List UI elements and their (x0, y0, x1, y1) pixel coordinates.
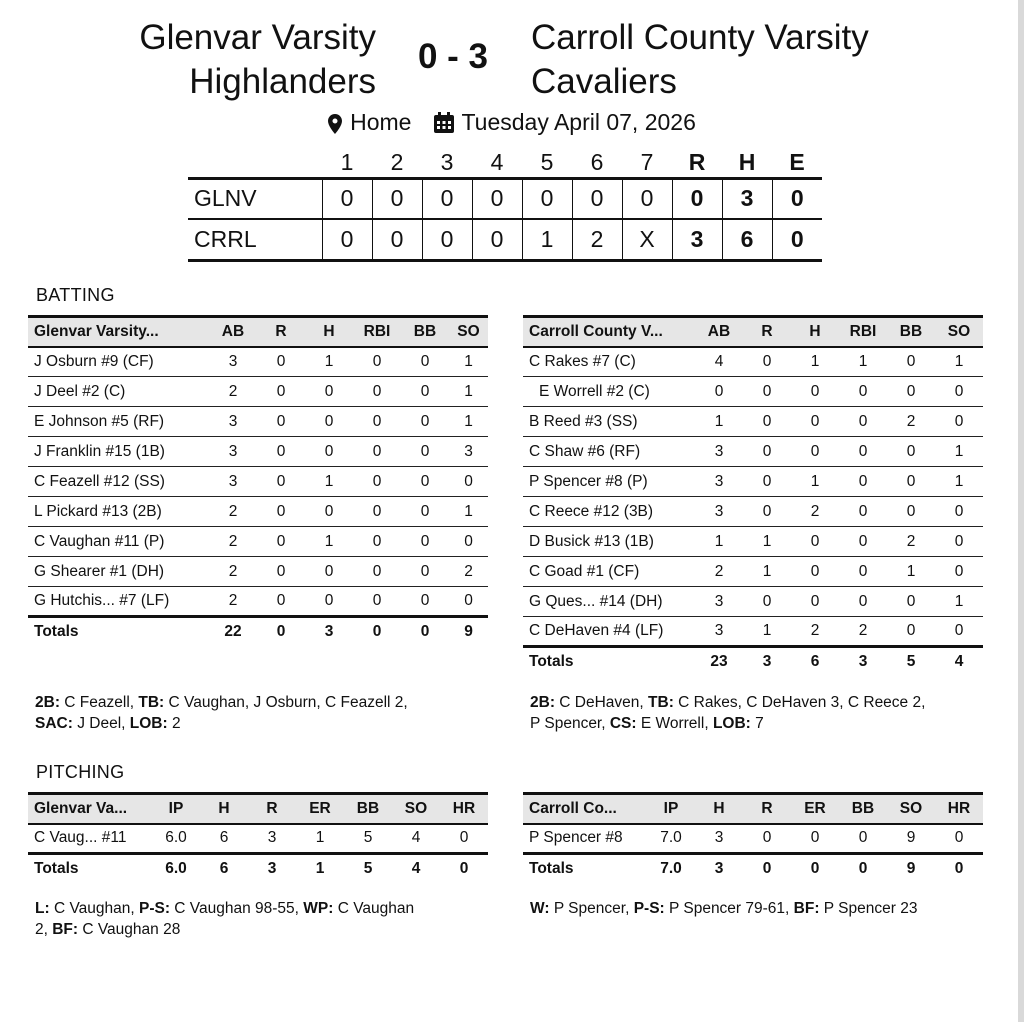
away-team-name (100, 16, 376, 104)
stat-cell: 2 (887, 527, 935, 557)
stat-cell: 0 (839, 497, 887, 527)
stat-cell: 0 (839, 467, 887, 497)
away-batting-table (28, 315, 488, 647)
stat-cell: 0 (305, 557, 353, 587)
stat-cell: 0 (887, 347, 935, 377)
pitching-header-row (28, 794, 488, 824)
stat-cell: 0 (353, 557, 401, 587)
stat-cell: 0 (791, 527, 839, 557)
stat-cell: 2 (209, 377, 257, 407)
totals-row (523, 854, 983, 884)
pitching-header-ip: IP (647, 794, 695, 824)
stat-cell: 0 (353, 587, 401, 617)
pitching-header-h: H (695, 794, 743, 824)
inning-header: 4 (490, 148, 504, 175)
stat-cell: 0 (695, 377, 743, 407)
stat-cell: 1 (315, 860, 325, 878)
table-row (28, 437, 488, 467)
stat-cell: 0 (887, 587, 935, 617)
line-score-team: CRRL (188, 219, 322, 260)
batting-header-team: Glenvar Varsity... (28, 317, 209, 347)
stat-cell: 0 (791, 377, 839, 407)
line-score-header (188, 148, 822, 178)
player-name: C Vaughan #11 (P) (28, 527, 209, 557)
home-team-name-line1: Carroll County Varsity (531, 18, 869, 57)
stat-cell: 0 (353, 527, 401, 557)
stat-cell: 2 (887, 407, 935, 437)
inning-cell: 0 (372, 219, 422, 260)
pitching-header-r: R (248, 794, 296, 824)
stat-cell: 3 (858, 653, 868, 671)
line-score-table (188, 148, 822, 262)
stat-cell: 1 (935, 347, 983, 377)
stat-cell: 2 (839, 617, 887, 647)
player-name: G Ques... #14 (DH) (523, 587, 695, 617)
table-row (523, 824, 983, 854)
pitching-header-er: ER (296, 794, 344, 824)
table-row (523, 437, 983, 467)
stat-cell: 0 (257, 437, 305, 467)
pitching-header-bb: BB (344, 794, 392, 824)
game-location: Home (350, 109, 412, 136)
pitching-section-title: PITCHING (36, 762, 125, 782)
inning-cell: 0 (372, 178, 422, 219)
stat-cell: 3 (267, 860, 277, 878)
stat-cell: 0 (401, 557, 449, 587)
table-row (28, 557, 488, 587)
stat-cell: 3 (209, 437, 257, 467)
table-row (523, 467, 983, 497)
stat-cell: 1 (935, 587, 983, 617)
stat-cell: 0 (839, 527, 887, 557)
table-row (523, 587, 983, 617)
stat-cell: 0 (401, 587, 449, 617)
pitching-header-er: ER (791, 794, 839, 824)
stat-cell: 5 (906, 653, 916, 671)
location-pin-icon (328, 113, 342, 133)
table-row (523, 497, 983, 527)
away-team-name-line1: Glenvar Varsity (139, 18, 376, 57)
hits-header: H (738, 148, 756, 175)
away-pitching-notes: L: C Vaughan, P-S: C Vaughan 98-55, WP: C Vaughan 2, BF: C Vaughan 28 (35, 900, 415, 938)
stat-cell: 0 (791, 824, 839, 854)
stat-cell: 0 (791, 407, 839, 437)
stat-cell: 0 (372, 623, 382, 641)
stat-cell: 0 (420, 623, 430, 641)
batting-section-title: BATTING (36, 285, 115, 305)
inning-header: 6 (590, 148, 604, 175)
totals-label: Totals (529, 653, 574, 671)
stat-cell: 0 (353, 407, 401, 437)
player-name: C Feazell #12 (SS) (28, 467, 209, 497)
stat-cell: 6 (219, 860, 229, 878)
stat-cell: 1 (743, 557, 791, 587)
stat-cell: 4 (954, 653, 964, 671)
stat-cell: 3 (714, 860, 724, 878)
stat-cell: 0 (791, 587, 839, 617)
stat-cell: 0 (449, 527, 488, 557)
batting-header-ab: AB (209, 317, 257, 347)
batting-header-ab: AB (695, 317, 743, 347)
stat-cell: 0 (449, 467, 488, 497)
line-score-row-away (188, 178, 822, 219)
stat-cell: 0 (791, 557, 839, 587)
stat-cell: 1 (935, 467, 983, 497)
inning-cell: 2 (572, 219, 622, 260)
stat-cell: 0 (401, 377, 449, 407)
home-pitching-table (523, 792, 983, 884)
stat-cell: 0 (887, 617, 935, 647)
inning-header: 3 (440, 148, 454, 175)
stat-cell: 3 (695, 497, 743, 527)
stat-cell: 0 (743, 437, 791, 467)
stat-cell: 0 (440, 824, 488, 854)
stat-cell: 4 (695, 347, 743, 377)
totals-label: Totals (34, 623, 79, 641)
stat-cell: 0 (449, 587, 488, 617)
stat-cell: 2 (791, 617, 839, 647)
stat-cell: 0 (935, 527, 983, 557)
inning-cell: 0 (622, 178, 672, 219)
stat-cell: 0 (743, 377, 791, 407)
stat-cell: 0 (305, 497, 353, 527)
table-row (28, 347, 488, 377)
stat-cell: 3 (695, 467, 743, 497)
inning-header: 1 (340, 148, 354, 175)
stat-cell: 1 (935, 437, 983, 467)
table-row (28, 407, 488, 437)
stat-cell: 0 (935, 497, 983, 527)
player-name: J Deel #2 (C) (28, 377, 209, 407)
stat-cell: 0 (459, 860, 469, 878)
stat-cell: 0 (401, 407, 449, 437)
stat-cell: 2 (209, 527, 257, 557)
totals-row (28, 854, 488, 884)
batting-header-h: H (791, 317, 839, 347)
errors-cell: 0 (772, 178, 822, 219)
stat-cell: 5 (363, 860, 373, 878)
stat-cell: 0 (257, 497, 305, 527)
batting-header-row (28, 317, 488, 347)
stat-cell: 0 (401, 527, 449, 557)
inning-cell: 0 (522, 178, 572, 219)
stat-cell: 0 (839, 824, 887, 854)
pitching-header-so: SO (392, 794, 440, 824)
inning-cell: 0 (322, 219, 372, 260)
stat-cell: 2 (209, 587, 257, 617)
totals-row (523, 647, 983, 677)
inning-cell: 0 (422, 219, 472, 260)
player-name: C Rakes #7 (C) (523, 347, 695, 377)
player-name: J Franklin #15 (1B) (28, 437, 209, 467)
stat-cell: 1 (305, 467, 353, 497)
home-team-name-line2: Cavaliers (531, 62, 677, 101)
stat-cell: 3 (449, 437, 488, 467)
stat-cell: 0 (810, 860, 820, 878)
inning-header: 5 (540, 148, 554, 175)
stat-cell: 3 (209, 467, 257, 497)
final-score: 0 - 3 (417, 37, 489, 76)
errors-cell: 0 (772, 219, 822, 260)
home-batting-table (523, 315, 983, 677)
inning-cell: 0 (322, 178, 372, 219)
pitching-header-ip: IP (152, 794, 200, 824)
batting-header-r: R (257, 317, 305, 347)
batting-header-rbi: RBI (353, 317, 401, 347)
away-batting-notes: 2B: C Feazell, TB: C Vaughan, J Osburn, C Feazell 2, SAC: J Deel, LOB: 2 (35, 694, 408, 732)
batting-header-r: R (743, 317, 791, 347)
stat-cell: 1 (887, 557, 935, 587)
pitching-header-r: R (743, 794, 791, 824)
table-row (28, 377, 488, 407)
hits-cell: 3 (722, 178, 772, 219)
stat-cell: 5 (344, 824, 392, 854)
totals-row (28, 617, 488, 647)
player-name: J Osburn #9 (CF) (28, 347, 209, 377)
stat-cell: 4 (411, 860, 421, 878)
home-team-name (531, 16, 951, 104)
table-row (523, 377, 983, 407)
table-row (523, 557, 983, 587)
stat-cell: 0 (401, 467, 449, 497)
stat-cell: 0 (353, 437, 401, 467)
stat-cell: 6.0 (165, 860, 187, 878)
pitching-header-team: Glenvar Va... (28, 794, 152, 824)
stat-cell: 2 (695, 557, 743, 587)
stat-cell: 0 (743, 407, 791, 437)
stat-cell: 1 (296, 824, 344, 854)
runs-header: R (688, 148, 706, 175)
stat-cell: 7.0 (647, 824, 695, 854)
stat-cell: 2 (209, 497, 257, 527)
stat-cell: 0 (935, 557, 983, 587)
stat-cell: 0 (353, 467, 401, 497)
table-row (523, 407, 983, 437)
stat-cell: 6.0 (152, 824, 200, 854)
stat-cell: 2 (791, 497, 839, 527)
home-batting-notes: 2B: C DeHaven, TB: C Rakes, C DeHaven 3, C Reece 2, P Spencer, CS: E Worrell, LOB: 7 (530, 694, 926, 732)
stat-cell: 0 (401, 437, 449, 467)
stat-cell: 0 (954, 860, 964, 878)
batting-header-bb: BB (401, 317, 449, 347)
stat-cell: 0 (401, 347, 449, 377)
player-name: E Johnson #5 (RF) (28, 407, 209, 437)
stat-cell: 0 (257, 557, 305, 587)
stat-cell: 3 (695, 617, 743, 647)
runs-cell: 0 (672, 178, 722, 219)
stat-cell: 0 (743, 824, 791, 854)
stat-cell: 0 (887, 437, 935, 467)
inning-cell: 0 (472, 178, 522, 219)
player-name: C DeHaven #4 (LF) (523, 617, 695, 647)
stat-cell: 23 (710, 653, 728, 671)
player-name: B Reed #3 (SS) (523, 407, 695, 437)
player-name: C Shaw #6 (RF) (523, 437, 695, 467)
table-row (523, 527, 983, 557)
pitching-header-hr: HR (440, 794, 488, 824)
stat-cell: 0 (887, 377, 935, 407)
stat-cell: 0 (743, 467, 791, 497)
stat-cell: 1 (791, 347, 839, 377)
stat-cell: 0 (935, 377, 983, 407)
table-row (28, 467, 488, 497)
table-row (28, 527, 488, 557)
batting-header-team: Carroll County V... (523, 317, 695, 347)
stat-cell: 0 (743, 497, 791, 527)
stat-cell: 0 (839, 557, 887, 587)
stat-cell: 1 (839, 347, 887, 377)
stat-cell: 3 (209, 407, 257, 437)
inning-cell: X (622, 219, 672, 260)
pitching-header-so: SO (887, 794, 935, 824)
stat-cell: 0 (743, 347, 791, 377)
stat-cell: 22 (224, 623, 242, 641)
runs-cell: 3 (672, 219, 722, 260)
totals-label: Totals (529, 860, 574, 878)
hits-cell: 6 (722, 219, 772, 260)
stat-cell: 0 (762, 860, 772, 878)
away-pitching-table (28, 792, 488, 884)
stat-cell: 1 (743, 527, 791, 557)
totals-label: Totals (34, 860, 79, 878)
stat-cell: 0 (887, 467, 935, 497)
stat-cell: 0 (839, 377, 887, 407)
player-name: D Busick #13 (1B) (523, 527, 695, 557)
batting-header-so: SO (935, 317, 983, 347)
inning-header: 7 (640, 148, 654, 175)
inning-cell: 1 (522, 219, 572, 260)
stat-cell: 1 (695, 527, 743, 557)
stat-cell: 1 (695, 407, 743, 437)
calendar-icon (433, 112, 455, 134)
stat-cell: 3 (695, 437, 743, 467)
stat-cell: 0 (791, 437, 839, 467)
stat-cell: 0 (839, 437, 887, 467)
pitching-header-h: H (200, 794, 248, 824)
stat-cell: 3 (209, 347, 257, 377)
game-date: Tuesday April 07, 2026 (461, 109, 696, 136)
stat-cell: 0 (305, 407, 353, 437)
pitching-header-team: Carroll Co... (523, 794, 647, 824)
player-name: C Reece #12 (3B) (523, 497, 695, 527)
stat-cell: 0 (839, 407, 887, 437)
stat-cell: 3 (324, 623, 334, 641)
player-name: G Shearer #1 (DH) (28, 557, 209, 587)
pitching-header-hr: HR (935, 794, 983, 824)
stat-cell: 3 (695, 824, 743, 854)
errors-header: E (789, 148, 805, 175)
stat-cell: 0 (305, 377, 353, 407)
stat-cell: 0 (839, 587, 887, 617)
stat-cell: 9 (887, 824, 935, 854)
line-score-row-home (188, 219, 822, 260)
table-row (523, 617, 983, 647)
stat-cell: 7.0 (660, 860, 682, 878)
stat-cell: 1 (449, 407, 488, 437)
stat-cell: 0 (353, 377, 401, 407)
stat-cell: 9 (906, 860, 916, 878)
pitcher-name: P Spencer #8 (523, 824, 647, 854)
stat-cell: 0 (935, 824, 983, 854)
stat-cell: 3 (695, 587, 743, 617)
table-row (523, 347, 983, 377)
stat-cell: 0 (353, 497, 401, 527)
line-score-team: GLNV (188, 178, 322, 219)
player-name: C Goad #1 (CF) (523, 557, 695, 587)
player-name: G Hutchis... #7 (LF) (28, 587, 209, 617)
stat-cell: 0 (257, 377, 305, 407)
stat-cell: 1 (743, 617, 791, 647)
page-edge (1018, 0, 1024, 1022)
stat-cell: 1 (305, 527, 353, 557)
batting-header-rbi: RBI (839, 317, 887, 347)
stat-cell: 3 (248, 824, 296, 854)
player-name: P Spencer #8 (P) (523, 467, 695, 497)
stat-cell: 4 (392, 824, 440, 854)
stat-cell: 1 (449, 347, 488, 377)
stat-cell: 0 (305, 437, 353, 467)
pitching-header-bb: BB (839, 794, 887, 824)
stat-cell: 0 (257, 527, 305, 557)
player-name: E Worrell #2 (C) (523, 377, 695, 407)
stat-cell: 0 (276, 623, 286, 641)
stat-cell: 0 (257, 407, 305, 437)
table-row (28, 824, 488, 854)
stat-cell: 6 (200, 824, 248, 854)
stat-cell: 1 (791, 467, 839, 497)
inning-cell: 0 (472, 219, 522, 260)
pitching-header-row (523, 794, 983, 824)
stat-cell: 0 (257, 347, 305, 377)
stat-cell: 0 (353, 347, 401, 377)
stat-cell: 0 (858, 860, 868, 878)
stat-cell: 0 (257, 587, 305, 617)
stat-cell: 0 (935, 617, 983, 647)
table-row (28, 587, 488, 617)
stat-cell: 0 (887, 497, 935, 527)
stat-cell: 0 (401, 497, 449, 527)
stat-cell: 9 (464, 623, 473, 641)
table-row (28, 497, 488, 527)
batting-header-row (523, 317, 983, 347)
pitcher-name: C Vaug... #11 (28, 824, 152, 854)
home-pitching-notes: W: P Spencer, P-S: P Spencer 79-61, BF: P Spencer 23 (530, 900, 918, 917)
batting-header-so: SO (449, 317, 488, 347)
stat-cell: 1 (305, 347, 353, 377)
player-name: L Pickard #13 (2B) (28, 497, 209, 527)
stat-cell: 0 (305, 587, 353, 617)
stat-cell: 1 (449, 377, 488, 407)
stat-cell: 2 (209, 557, 257, 587)
stat-cell: 6 (810, 653, 820, 671)
stat-cell: 0 (257, 467, 305, 497)
inning-cell: 0 (422, 178, 472, 219)
stat-cell: 0 (935, 407, 983, 437)
stat-cell: 3 (762, 653, 772, 671)
stat-cell: 2 (449, 557, 488, 587)
batting-header-bb: BB (887, 317, 935, 347)
batting-header-h: H (305, 317, 353, 347)
away-team-name-line2: Highlanders (189, 62, 376, 101)
inning-header: 2 (390, 148, 404, 175)
inning-cell: 0 (572, 178, 622, 219)
stat-cell: 0 (743, 587, 791, 617)
game-meta (0, 108, 1024, 136)
stat-cell: 1 (449, 497, 488, 527)
